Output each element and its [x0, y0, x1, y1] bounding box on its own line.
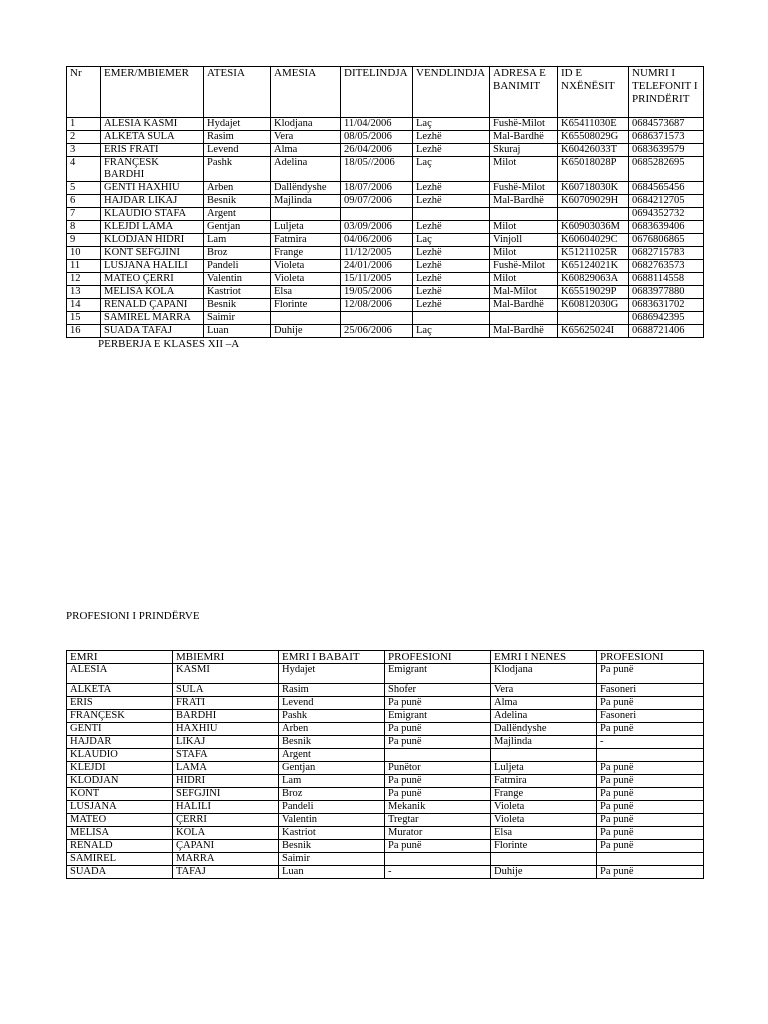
table-cell: Dallëndyshe — [271, 182, 341, 195]
table-cell: Lezhë — [413, 195, 490, 208]
table-cell: MELISA — [67, 827, 173, 840]
parent-row — [67, 775, 704, 788]
table-cell: 11/04/2006 — [341, 118, 413, 131]
table-cell: Fasoneri — [597, 710, 704, 723]
students-table — [66, 66, 704, 338]
table-cell: 08/05/2006 — [341, 131, 413, 144]
table-cell: 12/08/2006 — [341, 299, 413, 312]
student-row — [67, 195, 704, 208]
student-row — [67, 312, 704, 325]
table-cell: 0694352732 — [629, 208, 704, 221]
parent-row — [67, 723, 704, 736]
table-cell: Violeta — [491, 801, 597, 814]
table-cell: ALESIA KASMI — [101, 118, 204, 131]
table-cell: Skuraj — [490, 144, 558, 157]
table-cell — [341, 312, 413, 325]
table-cell: LUSJANA HALILI — [101, 260, 204, 273]
table-cell — [597, 853, 704, 866]
table-cell: Broz — [279, 788, 385, 801]
table-cell: Arben — [279, 723, 385, 736]
table-cell: 19/05/2006 — [341, 286, 413, 299]
table-cell: Frange — [491, 788, 597, 801]
table-cell: K65508029G — [558, 131, 629, 144]
student-row — [67, 273, 704, 286]
table-cell: Milot — [490, 247, 558, 260]
table-cell: Fushë-Milot — [490, 182, 558, 195]
table-cell: 11/12/2005 — [341, 247, 413, 260]
table-cell: Pa punë — [385, 736, 491, 749]
table-cell: Tregtar — [385, 814, 491, 827]
table-cell: SAMIREL — [67, 853, 173, 866]
table-cell: Pa punë — [385, 788, 491, 801]
parent-row — [67, 697, 704, 710]
table-cell: Valentin — [279, 814, 385, 827]
header-cell: AMESIA — [271, 67, 341, 118]
parent-row — [67, 840, 704, 853]
parent-row — [67, 710, 704, 723]
table-cell: Pa punë — [597, 866, 704, 879]
table-cell: 18/07/2006 — [341, 182, 413, 195]
table-cell: Rasim — [204, 131, 271, 144]
table-cell: Adelina — [271, 157, 341, 182]
table-cell: HALILI — [173, 801, 279, 814]
table-cell: 0688114558 — [629, 273, 704, 286]
table-cell: Frange — [271, 247, 341, 260]
table-cell: 0684573687 — [629, 118, 704, 131]
table-cell: Emigrant — [385, 664, 491, 684]
table-cell: K60829063A — [558, 273, 629, 286]
table-cell: 15 — [67, 312, 101, 325]
table-cell: Luljeta — [491, 762, 597, 775]
table-cell: ALESIA — [67, 664, 173, 684]
table-cell: Klodjana — [271, 118, 341, 131]
table-cell: Besnik — [279, 840, 385, 853]
table-cell: 0682715783 — [629, 247, 704, 260]
table-cell: Broz — [204, 247, 271, 260]
table-cell: Duhije — [271, 325, 341, 338]
table-cell: Pa punë — [597, 827, 704, 840]
students-header-row — [67, 67, 704, 118]
table-cell: Mekanik — [385, 801, 491, 814]
table-cell: KLEJDI LAMA — [101, 221, 204, 234]
table-cell: Besnik — [279, 736, 385, 749]
table-cell: Vinjoll — [490, 234, 558, 247]
table-cell — [341, 208, 413, 221]
table-cell: Pa punë — [385, 840, 491, 853]
table-cell: Laç — [413, 157, 490, 182]
table-cell: Pa punë — [597, 697, 704, 710]
table-cell: 4 — [67, 157, 101, 182]
parent-row — [67, 664, 704, 684]
student-row — [67, 208, 704, 221]
table-cell: K60812030G — [558, 299, 629, 312]
table-cell: 0683639406 — [629, 221, 704, 234]
table-cell: ALKETA — [67, 684, 173, 697]
table-cell — [413, 208, 490, 221]
student-row — [67, 182, 704, 195]
table-cell: 0685282695 — [629, 157, 704, 182]
table-cell — [558, 312, 629, 325]
table-cell: KONT — [67, 788, 173, 801]
table-cell: K60426033T — [558, 144, 629, 157]
table-cell: 26/04/2006 — [341, 144, 413, 157]
table-cell: 15/11/2005 — [341, 273, 413, 286]
table-cell: K65519029P — [558, 286, 629, 299]
table-cell: Luljeta — [271, 221, 341, 234]
table-cell — [491, 853, 597, 866]
table-cell: Mal-Bardhë — [490, 195, 558, 208]
table-cell: Kastriot — [204, 286, 271, 299]
table-cell: Pandeli — [204, 260, 271, 273]
student-row — [67, 286, 704, 299]
table-cell: Vera — [271, 131, 341, 144]
table-cell: K60709029H — [558, 195, 629, 208]
table-cell: ÇAPANI — [173, 840, 279, 853]
table-cell: STAFA — [173, 749, 279, 762]
table-cell: 2 — [67, 131, 101, 144]
table-cell: Lezhë — [413, 286, 490, 299]
table-cell: HAJDAR — [67, 736, 173, 749]
table-cell: BARDHI — [173, 710, 279, 723]
table-cell: GENTI HAXHIU — [101, 182, 204, 195]
table-cell — [490, 312, 558, 325]
table-cell: Pa punë — [597, 840, 704, 853]
table-cell: Besnik — [204, 299, 271, 312]
table-cell: Fushë-Milot — [490, 118, 558, 131]
table-cell: Elsa — [271, 286, 341, 299]
table-cell: 0676806865 — [629, 234, 704, 247]
table-cell: 5 — [67, 182, 101, 195]
table-cell: MATEO ÇERRI — [101, 273, 204, 286]
table-cell: KOLA — [173, 827, 279, 840]
table-cell: Kastriot — [279, 827, 385, 840]
header-cell: MBIEMRI — [173, 651, 279, 664]
table-cell: RENALD — [67, 840, 173, 853]
table-cell: Fatmira — [491, 775, 597, 788]
student-row — [67, 131, 704, 144]
table-cell: Pa punë — [597, 723, 704, 736]
table-cell: 18/05//2006 — [341, 157, 413, 182]
student-row — [67, 234, 704, 247]
table-cell: FRATI — [173, 697, 279, 710]
table-cell: 10 — [67, 247, 101, 260]
table-cell: Lezhë — [413, 273, 490, 286]
table-cell: Shofer — [385, 684, 491, 697]
table-cell: RENALD ÇAPANI — [101, 299, 204, 312]
header-cell: VENDLINDJA — [413, 67, 490, 118]
table-cell: Pa punë — [597, 775, 704, 788]
parent-row — [67, 827, 704, 840]
table-cell: Lezhë — [413, 221, 490, 234]
table-cell: Lezhë — [413, 144, 490, 157]
student-row — [67, 157, 704, 182]
table-cell: - — [385, 866, 491, 879]
table-cell: SAMIREL MARRA — [101, 312, 204, 325]
header-cell: EMRI I BABAIT — [279, 651, 385, 664]
table-cell: KLAUDIO — [67, 749, 173, 762]
table-cell: 0684565456 — [629, 182, 704, 195]
student-row — [67, 299, 704, 312]
table-cell: KLEJDI — [67, 762, 173, 775]
table-cell: FRANÇESK BARDHI — [101, 157, 204, 182]
table-cell: 16 — [67, 325, 101, 338]
table-cell: 0686942395 — [629, 312, 704, 325]
professions-title: PROFESIONI I PRINDËRVE — [66, 610, 200, 622]
table-cell: 11 — [67, 260, 101, 273]
table-cell: Mal-Bardhë — [490, 325, 558, 338]
table-cell: Pashk — [279, 710, 385, 723]
table-cell: Lam — [279, 775, 385, 788]
table-cell: Vera — [491, 684, 597, 697]
table-cell: Florinte — [271, 299, 341, 312]
table-cell: KONT SEFGJINI — [101, 247, 204, 260]
table-cell: K65124021K — [558, 260, 629, 273]
parent-row — [67, 736, 704, 749]
table-cell: KLODJAN HIDRI — [101, 234, 204, 247]
table-cell: Majlinda — [271, 195, 341, 208]
table-cell: Alma — [271, 144, 341, 157]
table-cell: ALKETA SULA — [101, 131, 204, 144]
table-cell: Lezhë — [413, 131, 490, 144]
table-cell: Alma — [491, 697, 597, 710]
table-cell: ERIS FRATI — [101, 144, 204, 157]
table-cell: Punëtor — [385, 762, 491, 775]
table-cell: SULA — [173, 684, 279, 697]
table-cell: Hydajet — [204, 118, 271, 131]
table-cell: 6 — [67, 195, 101, 208]
table-cell: Pa punë — [597, 814, 704, 827]
header-cell: EMRI — [67, 651, 173, 664]
table-cell: Fasoneri — [597, 684, 704, 697]
table-cell: 0684212705 — [629, 195, 704, 208]
student-row — [67, 221, 704, 234]
table-cell: - — [597, 736, 704, 749]
table-cell: 0688721406 — [629, 325, 704, 338]
table-cell: Gentjan — [279, 762, 385, 775]
table-cell: Florinte — [491, 840, 597, 853]
table-cell — [385, 853, 491, 866]
header-cell: EMER/MBIEMER — [101, 67, 204, 118]
table-cell: Pa punë — [385, 775, 491, 788]
table-cell: Mal-Bardhë — [490, 299, 558, 312]
table-cell: 8 — [67, 221, 101, 234]
table-cell: Duhije — [491, 866, 597, 879]
table-cell: ERIS — [67, 697, 173, 710]
table-cell: Pa punë — [597, 762, 704, 775]
table-cell: 0682763573 — [629, 260, 704, 273]
table-cell: Lezhë — [413, 299, 490, 312]
student-row — [67, 247, 704, 260]
table-cell: Saimir — [279, 853, 385, 866]
class-caption: PERBERJA E KLASES XII –A — [98, 338, 240, 350]
header-cell: ADRESA E BANIMIT — [490, 67, 558, 118]
student-row — [67, 325, 704, 338]
table-cell: ÇERRI — [173, 814, 279, 827]
parent-row — [67, 814, 704, 827]
table-cell: Pa punë — [597, 788, 704, 801]
header-cell: ID E NXËNËSIT — [558, 67, 629, 118]
table-cell: Pa punë — [385, 697, 491, 710]
table-cell: Fatmira — [271, 234, 341, 247]
table-cell: 0683639579 — [629, 144, 704, 157]
table-cell: KLAUDIO STAFA — [101, 208, 204, 221]
table-cell: TAFAJ — [173, 866, 279, 879]
table-cell: MATEO — [67, 814, 173, 827]
header-cell: NUMRI I TELEFONIT I PRINDËRIT — [629, 67, 704, 118]
header-cell: EMRI I NENES — [491, 651, 597, 664]
header-cell: PROFESIONI — [385, 651, 491, 664]
parent-row — [67, 866, 704, 879]
table-cell: K51211025R — [558, 247, 629, 260]
parent-row — [67, 853, 704, 866]
table-cell: LIKAJ — [173, 736, 279, 749]
table-cell: 0686371573 — [629, 131, 704, 144]
table-cell: Lezhë — [413, 247, 490, 260]
table-cell: SUADA — [67, 866, 173, 879]
table-cell: LUSJANA — [67, 801, 173, 814]
table-cell: Milot — [490, 273, 558, 286]
table-cell: 25/06/2006 — [341, 325, 413, 338]
table-cell: K65625024I — [558, 325, 629, 338]
header-cell: DITELINDJA — [341, 67, 413, 118]
table-cell — [413, 312, 490, 325]
table-cell: LAMA — [173, 762, 279, 775]
table-cell: Pandeli — [279, 801, 385, 814]
table-cell: Mal-Bardhë — [490, 131, 558, 144]
student-row — [67, 144, 704, 157]
table-cell: Adelina — [491, 710, 597, 723]
table-cell: MARRA — [173, 853, 279, 866]
table-cell: 12 — [67, 273, 101, 286]
table-cell: Majlinda — [491, 736, 597, 749]
table-cell: 24/01/2006 — [341, 260, 413, 273]
table-cell: K65411030E — [558, 118, 629, 131]
table-cell: 3 — [67, 144, 101, 157]
table-cell: Elsa — [491, 827, 597, 840]
table-cell: Fushë-Milot — [490, 260, 558, 273]
table-cell: 09/07/2006 — [341, 195, 413, 208]
parents-professions-table — [66, 650, 704, 879]
table-cell — [558, 208, 629, 221]
table-cell: Pa punë — [597, 664, 704, 684]
table-cell: Gentjan — [204, 221, 271, 234]
student-row — [67, 118, 704, 131]
table-cell: Milot — [490, 157, 558, 182]
table-cell: 13 — [67, 286, 101, 299]
parent-row — [67, 749, 704, 762]
header-cell: Nr — [67, 67, 101, 118]
table-cell: 03/09/2006 — [341, 221, 413, 234]
parent-row — [67, 762, 704, 775]
table-cell: 0683631702 — [629, 299, 704, 312]
table-cell: Levend — [204, 144, 271, 157]
table-cell: KASMI — [173, 664, 279, 684]
table-cell: 1 — [67, 118, 101, 131]
table-cell: Levend — [279, 697, 385, 710]
table-cell — [490, 208, 558, 221]
table-cell: Argent — [204, 208, 271, 221]
table-cell: Valentin — [204, 273, 271, 286]
table-cell: SEFGJINI — [173, 788, 279, 801]
header-cell: PROFESIONI — [597, 651, 704, 664]
table-cell — [271, 208, 341, 221]
table-cell: K65018028P — [558, 157, 629, 182]
table-cell: KLODJAN — [67, 775, 173, 788]
table-cell: 0683977880 — [629, 286, 704, 299]
table-cell: MELISA KOLA — [101, 286, 204, 299]
table-cell: Besnik — [204, 195, 271, 208]
table-cell: Laç — [413, 325, 490, 338]
table-cell — [491, 749, 597, 762]
table-cell: 7 — [67, 208, 101, 221]
student-row — [67, 260, 704, 273]
table-cell: Violeta — [271, 260, 341, 273]
table-cell — [597, 749, 704, 762]
table-cell: Lezhë — [413, 260, 490, 273]
table-cell: HIDRI — [173, 775, 279, 788]
table-cell: Pa punë — [597, 801, 704, 814]
parents-header-row — [67, 651, 704, 664]
table-cell: Violeta — [271, 273, 341, 286]
table-cell: Dallëndyshe — [491, 723, 597, 736]
table-cell: 04/06/2006 — [341, 234, 413, 247]
table-cell: Laç — [413, 118, 490, 131]
table-cell: HAJDAR LIKAJ — [101, 195, 204, 208]
table-cell: K60903036M — [558, 221, 629, 234]
table-cell: Milot — [490, 221, 558, 234]
parent-row — [67, 684, 704, 697]
table-cell: Rasim — [279, 684, 385, 697]
table-cell: Lam — [204, 234, 271, 247]
table-cell: 14 — [67, 299, 101, 312]
table-cell: Luan — [204, 325, 271, 338]
table-cell: Laç — [413, 234, 490, 247]
table-cell: Hydajet — [279, 664, 385, 684]
table-cell — [385, 749, 491, 762]
table-cell — [271, 312, 341, 325]
table-cell: Emigrant — [385, 710, 491, 723]
table-cell: HAXHIU — [173, 723, 279, 736]
table-cell: Pashk — [204, 157, 271, 182]
table-cell: K60604029C — [558, 234, 629, 247]
table-cell: Klodjana — [491, 664, 597, 684]
header-cell: ATESIA — [204, 67, 271, 118]
table-cell: Pa punë — [385, 723, 491, 736]
table-cell: Lezhë — [413, 182, 490, 195]
table-cell: Arben — [204, 182, 271, 195]
table-cell: Saimir — [204, 312, 271, 325]
table-cell: Argent — [279, 749, 385, 762]
table-cell: Mal-Milot — [490, 286, 558, 299]
table-cell: Murator — [385, 827, 491, 840]
table-cell: K60718030K — [558, 182, 629, 195]
table-cell: 9 — [67, 234, 101, 247]
table-cell: GENTI — [67, 723, 173, 736]
table-cell: SUADA TAFAJ — [101, 325, 204, 338]
parent-row — [67, 801, 704, 814]
table-cell: Luan — [279, 866, 385, 879]
table-cell: FRANÇESK — [67, 710, 173, 723]
table-cell: Violeta — [491, 814, 597, 827]
parent-row — [67, 788, 704, 801]
